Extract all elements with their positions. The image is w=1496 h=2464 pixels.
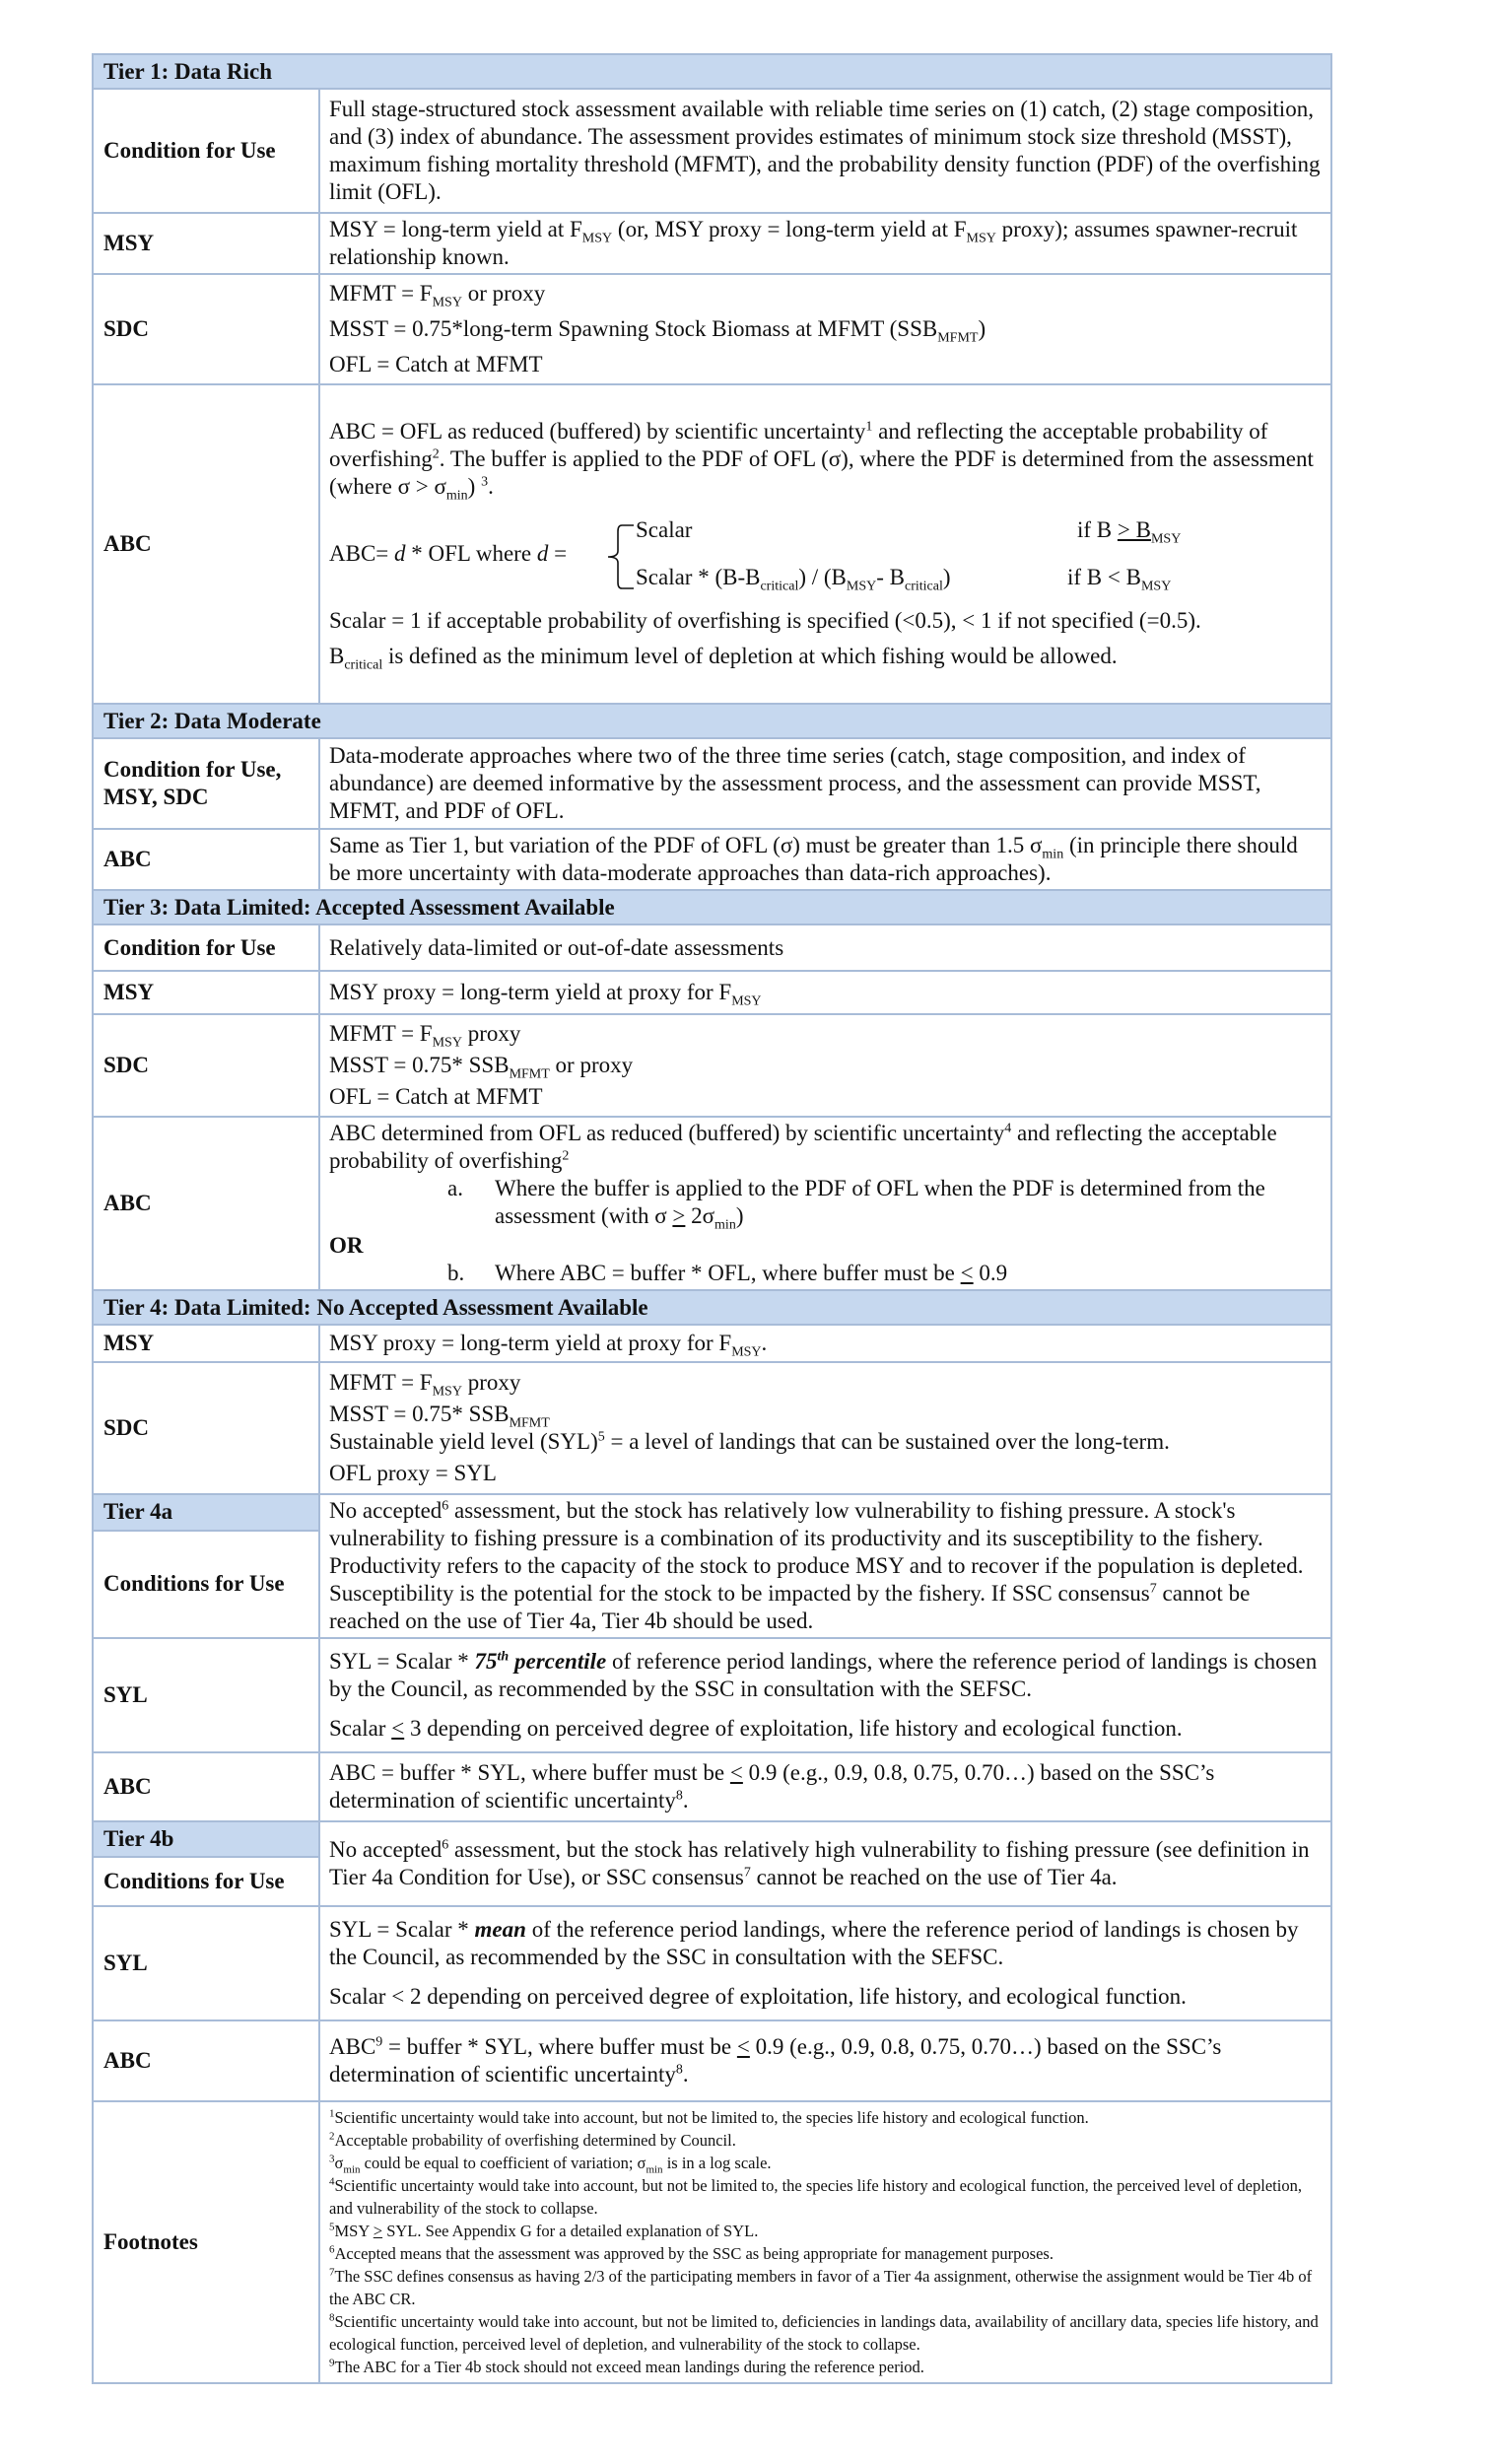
tier4b-syl-row: [93, 1906, 1331, 2020]
tier4a-abc-label: ABC: [93, 1752, 319, 1821]
tier4a-abc-row: [93, 1752, 1331, 1821]
tier1-abc-text: ABC = OFL as reduced (buffered) by scientific uncertainty$^1$ and reflecting the acceptable probability of overfishing$^2$. The buffer is applied to the PDF of OFL (σ), where the PDF is determined from the assessment (where $\sigma > \sigma_{min}$) $^3$. ABC= d * OFL where d = Scalar if $B > B_{MSY}$ Scalar * $(B-B_{critical}) / (B_{MSY}-$ $B_{critical}$) if $B < B_{MSY}$ Scalar = 1 if acceptable probability of overfishing is specified (<0.5), < 1 if not specified (=0.5). $B_{critical}$ is defined as the minimum level of depletion at which fishing would be allowed.: [319, 384, 1331, 704]
tier3-abc-text: ABC determined from OFL as reduced (buffered) by scientific uncertainty$^4$ and reflecting the acceptable probability of overfishing$^2$ a. Where the buffer is applied to the PDF of OFL when the PDF is determined from the assessment (with $\sigma > 2\sigma_{min}$) OR b. Where ABC = buffer * OFL, where buffer must be < 0.9: [319, 1117, 1331, 1290]
tier2-title: Tier 2: Data Moderate: [93, 704, 1331, 738]
or-label: OR: [329, 1233, 364, 1258]
tier4b-syl-label: SYL: [93, 1906, 319, 2020]
tier2-condition-label: Condition for Use, MSY, SDC: [93, 738, 319, 829]
tier3-title: Tier 3: Data Limited: Accepted Assessment Available: [93, 890, 1331, 924]
tier3-sdc-label: SDC: [93, 1014, 319, 1117]
tier1-condition-text: Full stage-structured stock assessment available with reliable time series on (1) catch, (2) stage composition, and (3) index of abundance. The assessment provides estimates of minimum stock size threshold (MSST), maximum fishing mortality threshold (MFMT), and the probability density function (PDF) of the overfishing limit (OFL).: [319, 89, 1331, 213]
tier4a-condition-text: No accepted$^6$ assessment, but the stock has relatively low vulnerability to fishing pressure. A stock's vulnerability to fishing pressure is a combination of its productivity and its susceptibility to the fishery. Productivity refers to the capacity of the stock to produce MSY and to recover if the population is depleted. Susceptibility is the potential for the stock to be impacted by the fishery. If SSC consensus$^7$ cannot be reached on the use of Tier 4a, Tier 4b should be used.: [319, 1494, 1331, 1638]
abc-equation: ABC= d * OFL where d = Scalar if $B > B_{MSY}$ Scalar * $(B-B_{critical}) / (B_{MSY}-$ $B_{critical}$) if $B < B_{MSY}$: [329, 514, 1322, 593]
footnote-1: $^1$Scientific uncertainty would take into account, but not be limited to, the species life history and ecological function.: [329, 2107, 1089, 2127]
tier3-condition-label: Condition for Use: [93, 924, 319, 971]
footnote-9: $^9$The ABC for a Tier 4b stock should not exceed mean landings during the reference period.: [329, 2357, 924, 2376]
tier1-sdc-text: MFMT = $F_{MSY}$ or proxy MSST = 0.75*long-term Spawning Stock Biomass at MFMT $(SSB_{MFMT})$ OFL = Catch at MFMT: [319, 274, 1331, 384]
footnote-6: $^6$Accepted means that the assessment was approved by the SSC as being appropriate for management purposes.: [329, 2243, 1054, 2263]
footnote-8: $^8$Scientific uncertainty would take into account, but not be limited to, deficiencies in landings data, availability of ancillary data, species life history, and ecological function, perceived level of depletion, and vulnerability of the stock to collapse.: [329, 2311, 1319, 2354]
footnotes-row: [93, 2101, 1331, 2383]
tier3-sdc-row: [93, 1014, 1331, 1117]
tier4b-abc-text: $ABC^9$ = buffer * SYL, where buffer must be < 0.9 (e.g., 0.9, 0.8, 0.75, 0.70…) based on the SSC’s determination of scientific uncertainty$^8$.: [319, 2020, 1331, 2101]
tier3-msy-row: [93, 971, 1331, 1014]
tier3-msy-label: MSY: [93, 971, 319, 1014]
tier3-abc-label: ABC: [93, 1117, 319, 1290]
footnote-2: $^2$Acceptable probability of overfishing determined by Council.: [329, 2130, 736, 2150]
footnote-3: $^3\sigma_{min}$ could be equal to coefficient of variation; $\sigma_{min}$ is in a log scale.: [329, 2153, 772, 2176]
tier4a-title: Tier 4a: [93, 1494, 319, 1531]
tier3-condition-row: [93, 924, 1331, 971]
tier-table: [92, 53, 1332, 2384]
tier2-condition-row: [93, 738, 1331, 829]
tier4b-syl-text: SYL = Scalar * mean of the reference period landings, where the reference period of landings is chosen by the Council, as recommended by the SSC in consultation with the SEFSC. Scalar < 2 depending on perceived degree of exploitation, life history, and ecological function.: [319, 1906, 1331, 2020]
tier3-msy-text: MSY proxy = long-term yield at proxy for $F_{MSY}$: [319, 971, 1331, 1014]
abc-control-rule-document: [92, 53, 1330, 2384]
tier1-abc-row: [93, 384, 1331, 704]
tier3-condition-text: Relatively data-limited or out-of-date assessments: [319, 924, 1331, 971]
tier4a-syl-text: SYL = Scalar * 75th percentile of reference period landings, where the reference period of landings is chosen by the Council, as recommended by the SSC in consultation with the SEFSC. Scalar < 3 depending on perceived degree of exploitation, life history and ecological function.: [319, 1638, 1331, 1752]
tier4a-condition-label: Conditions for Use: [93, 1531, 319, 1639]
footnotes-text: [319, 2101, 1331, 2383]
tier4b-condition-label: Conditions for Use: [93, 1857, 319, 1906]
tier3-header: [93, 890, 1331, 924]
tier4b-title-row: [93, 1821, 1331, 1857]
tier4a-title-row: [93, 1494, 1331, 1531]
tier4b-condition-text: No accepted$^6$ assessment, but the stock has relatively high vulnerability to fishing pressure (see definition in Tier 4a Condition for Use), or SSC consensus$^7$ cannot be reached on the use of Tier 4a.: [319, 1821, 1331, 1906]
case-scalar: Scalar if $B > B_{MSY}$: [636, 517, 1182, 547]
tier4b-title: Tier 4b: [93, 1821, 319, 1857]
footnotes-label: Footnotes: [93, 2101, 319, 2383]
tier3-abc-row: [93, 1117, 1331, 1290]
tier1-sdc-row: [93, 274, 1331, 384]
tier1-msy-text: MSY = long-term yield at $F_{MSY}$ (or, MSY proxy = long-term yield at $F_{MSY}$ proxy); assumes spawner-recruit relationship known.: [319, 213, 1331, 274]
case-scaled: Scalar * $(B-B_{critical}) / (B_{MSY}-$ $B_{critical}$) if $B < B_{MSY}$: [636, 565, 1172, 594]
tier4-sdc-text: MFMT = $F_{MSY}$ proxy MSST = 0.75* $SSB_{MFMT}$ Sustainable yield level (SYL)$^5$ = a level of landings that can be sustained over the long-term. OFL proxy = SYL: [319, 1362, 1331, 1494]
tier3-abc-option-b: b. Where ABC = buffer * OFL, where buffer must be < 0.9: [447, 1261, 1008, 1285]
tier2-abc-row: [93, 829, 1331, 890]
tier2-abc-text: Same as Tier 1, but variation of the PDF of OFL (σ) must be greater than 1.5 $\sigma_{min}$ (in principle there should be more uncertainty with data-moderate approaches than data-rich approaches).: [319, 829, 1331, 890]
tier4-msy-label: MSY: [93, 1325, 319, 1362]
tier1-header: [93, 54, 1331, 89]
tier4-header: [93, 1290, 1331, 1325]
tier4a-syl-label: SYL: [93, 1638, 319, 1752]
tier3-sdc-text: MFMT = $F_{MSY}$ proxy MSST = 0.75* $SSB_{MFMT}$ or proxy OFL = Catch at MFMT: [319, 1014, 1331, 1117]
tier1-abc-label: ABC: [93, 384, 319, 704]
tier4a-abc-text: ABC = buffer * SYL, where buffer must be < 0.9 (e.g., 0.9, 0.8, 0.75, 0.70…) based on the SSC’s determination of scientific uncertainty$^8$.: [319, 1752, 1331, 1821]
footnote-7: $^7$The SSC defines consensus as having 2/3 of the participating members in favor of a Tier 4a assignment, otherwise the assignment would be Tier 4b of the ABC CR.: [329, 2266, 1313, 2308]
tier1-sdc-label: SDC: [93, 274, 319, 384]
tier2-header: [93, 704, 1331, 738]
footnote-5: $^5$MSY > SYL. See Appendix G for a detailed explanation of SYL.: [329, 2221, 759, 2240]
tier1-condition-row: [93, 89, 1331, 213]
footnote-4: $^4$Scientific uncertainty would take into account, but not be limited to, the species life history and ecological function, the perceived level of depletion, and vulnerability of the stock to collapse.: [329, 2175, 1302, 2218]
tier1-title: Tier 1: Data Rich: [93, 54, 1331, 89]
tier4-sdc-label: SDC: [93, 1362, 319, 1494]
tier4b-abc-label: ABC: [93, 2020, 319, 2101]
tier4-sdc-row: [93, 1362, 1331, 1494]
tier1-condition-label: Condition for Use: [93, 89, 319, 213]
tier4-msy-row: [93, 1325, 1331, 1362]
tier2-abc-label: ABC: [93, 829, 319, 890]
tier4a-syl-row: [93, 1638, 1331, 1752]
tier3-abc-option-a: a. Where the buffer is applied to the PDF of OFL when the PDF is determined from the assessment (with $\sigma > 2\sigma_{min}$): [447, 1176, 1265, 1233]
tier4-msy-text: MSY proxy = long-term yield at proxy for $F_{MSY}$.: [319, 1325, 1331, 1362]
tier4b-abc-row: [93, 2020, 1331, 2101]
brace-icon: [600, 519, 636, 588]
tier4-title: Tier 4: Data Limited: No Accepted Assessment Available: [93, 1290, 1331, 1325]
tier1-msy-label: MSY: [93, 213, 319, 274]
tier2-condition-text: Data-moderate approaches where two of the three time series (catch, stage composition, and index of abundance) are deemed informative by the assessment process, and the assessment can provide MSST, MFMT, and PDF of OFL.: [319, 738, 1331, 829]
tier1-msy-row: [93, 213, 1331, 274]
